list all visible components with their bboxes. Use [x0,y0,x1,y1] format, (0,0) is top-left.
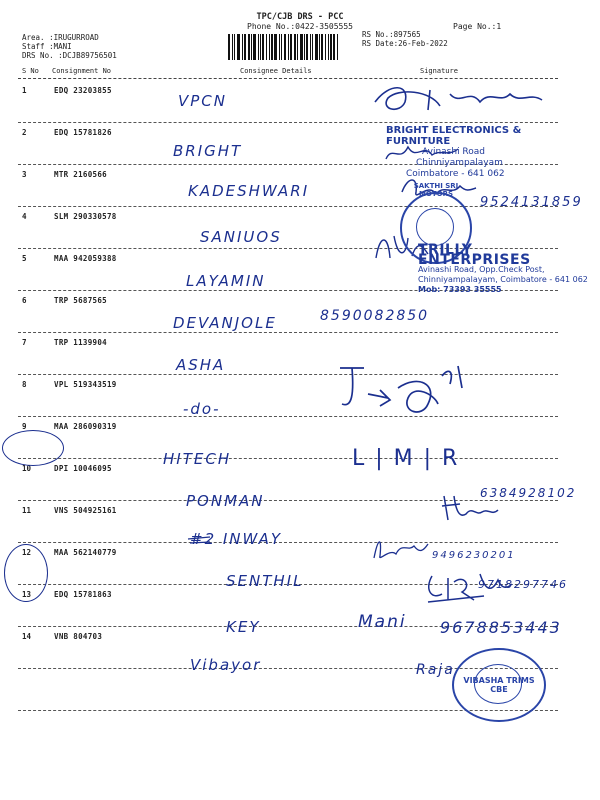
row-consignment: MAA 942059388 [54,254,117,263]
row-consignment: SLM 290330578 [54,212,117,221]
drs-number: DRS No. :DCJB89756501 [22,51,117,60]
row-sno: 14 [22,632,32,641]
barcode-bar [253,34,256,60]
barcode-bar [281,34,282,60]
barcode-bar [244,34,246,60]
rs-date: RS Date:26-Feb-2022 [362,39,448,48]
barcode-bar [330,34,332,60]
column-header-consignee: Consignee Details [240,67,312,75]
barcode-bar [325,34,326,60]
row-consignment: TRP 5687565 [54,296,107,305]
row-consignment: EDQ 15781863 [54,590,112,599]
column-header-sno: S No [22,67,39,75]
table-row [18,206,558,249]
barcode-bar [290,34,292,60]
row-consignee: BRIGHT [173,142,243,160]
row-consignment: MAA 562140779 [54,548,117,557]
stamp-business-name: TRILLY ENTERPRISES [418,242,531,268]
barcode-bar [297,34,298,60]
sno-circle-9 [2,430,64,466]
table-row [18,290,558,333]
row3-phone: 9524131859 [480,195,583,210]
row-consignment: EDQ 23203855 [54,86,112,95]
barcode-bar [321,34,323,60]
row13-sign: Mani [358,612,407,632]
seal-inner-ring [416,208,454,246]
row-consignment: TRP 1139904 [54,338,107,347]
signature-row11 [370,532,430,562]
row-consignee: LAYAMIN [186,272,266,290]
barcode-bar [251,34,252,60]
barcode-bar [304,34,305,60]
sheet-title: TPC/CJB DRS - PCC [256,12,344,22]
area-label: Area. :IRUGURROAD [22,33,99,42]
row-consignee: KADESHWARI [188,182,310,200]
sno-circle-12 [4,544,48,602]
enterprises-stamp [418,242,588,295]
barcode-bar [258,34,259,60]
barcode-bar [232,34,233,60]
row-sno: 1 [22,86,27,95]
row-consignee: KEY [226,618,261,636]
barcode-bar [319,34,320,60]
bright-electronics-stamp [386,125,566,180]
barcode [228,34,358,60]
signature-row1 [370,80,550,116]
barcode-bar [262,34,264,60]
row-consignee: DEVANJOLE [173,314,277,332]
row-consignment: VNS 504925161 [54,506,117,515]
row-consignee: SANIUOS [200,228,282,246]
row-sno: 8 [22,380,27,389]
row-consignment: DPI 10046095 [54,464,112,473]
stamp-business-name: BRIGHT ELECTRONICS & FURNITURE [386,125,522,147]
row-sno: 9 [22,422,27,431]
trims-seal [452,648,546,722]
stamp-address-line: Chinniyampalayam [416,158,503,168]
barcode-bar [337,34,338,60]
row9-mark: L | M | R [352,446,460,471]
row-sno: 5 [22,254,27,263]
row10-phone: 6384928102 [480,486,577,500]
barcode-bar [260,34,261,60]
sheet-meta-left [22,33,117,60]
barcode-bar [312,34,313,60]
row-consignee: HITECH [163,450,232,468]
signature-row7-8 [338,364,478,424]
row-consignee: SENTHIL [226,572,304,590]
page-number: Page No.:1 [453,22,502,31]
row-consignee: Vibayor [190,656,262,674]
row-sno: 11 [22,506,32,515]
barcode-bar [294,34,296,60]
seal-text: VIBASHA TRIMS CBE [463,676,535,694]
barcode-bar [266,34,267,60]
barcode-bar [269,34,270,60]
row-sno: 12 [22,548,32,557]
column-header-consignment: Consignment No [52,67,112,75]
strike-mark [186,530,212,548]
barcode-bar [328,34,329,60]
row-consignee: PONMAN [186,492,265,510]
row-consignment: MAA 286090319 [54,422,117,431]
barcode-bar [237,34,240,60]
barcode-bar [248,34,250,60]
barcode-bar [288,34,289,60]
barcode-bar [274,34,277,60]
sheet-meta-right [362,30,448,48]
barcode-bar [228,34,230,60]
row-consignee: -do- [183,400,221,418]
phone-number: Phone No.:0422-3505555 [247,22,353,31]
stamp-address-line: Avinashi Road, Opp.Check Post, [418,265,545,274]
row14-sign: Raja [416,662,455,678]
staff-label: Staff :MANI [22,42,72,51]
barcode-bar [315,34,318,60]
header-divider [18,78,558,79]
signature-row10 [440,490,500,524]
barcode-bar [300,34,303,60]
stamp-phone: Mob: 73393 35555 [418,285,502,294]
barcode-bar [234,34,235,60]
stamp-address-line: Chinniyampalayam, Coimbatore - 641 062 [418,275,588,284]
rs-number: RS No.:897565 [362,30,421,39]
barcode-bar [333,34,335,60]
row6-phone: 8590082850 [320,308,430,324]
seal-text: SAKTHI SRI MOTORS [413,182,459,198]
row-sno: 10 [22,464,32,473]
row-consignee: #2 INWAY [190,530,283,548]
row-sno: 4 [22,212,27,221]
stamp-address-line: Coimbatore - 641 062 [406,169,505,179]
row-consignment: VPL 519343519 [54,380,117,389]
row11-phone: 9496230201 [432,550,516,561]
row-consignee: VPCN [178,92,228,110]
row-sno: 2 [22,128,27,137]
column-header-signature: Signature [420,67,458,75]
row-consignment: MTR 2160566 [54,170,107,179]
row13-phone: 9678853443 [440,618,562,637]
barcode-bar [284,34,286,60]
row-consignee: ASHA [176,356,226,374]
row-sno: 3 [22,170,27,179]
row-consignment: VNB 804703 [54,632,103,641]
barcode-bar [310,34,311,60]
signature-row12 [424,566,514,610]
barcode-bar [242,34,243,60]
row-sno: 6 [22,296,27,305]
row-sno: 7 [22,338,27,347]
row-consignment: EDQ 15781826 [54,128,112,137]
barcode-bar [306,34,308,60]
stamp-address-line: Avinashi Road [422,147,486,157]
row-sno: 13 [22,590,32,599]
row12-phone: 9718297746 [478,578,568,591]
barcode-bar [271,34,273,60]
barcode-bar [279,34,280,60]
